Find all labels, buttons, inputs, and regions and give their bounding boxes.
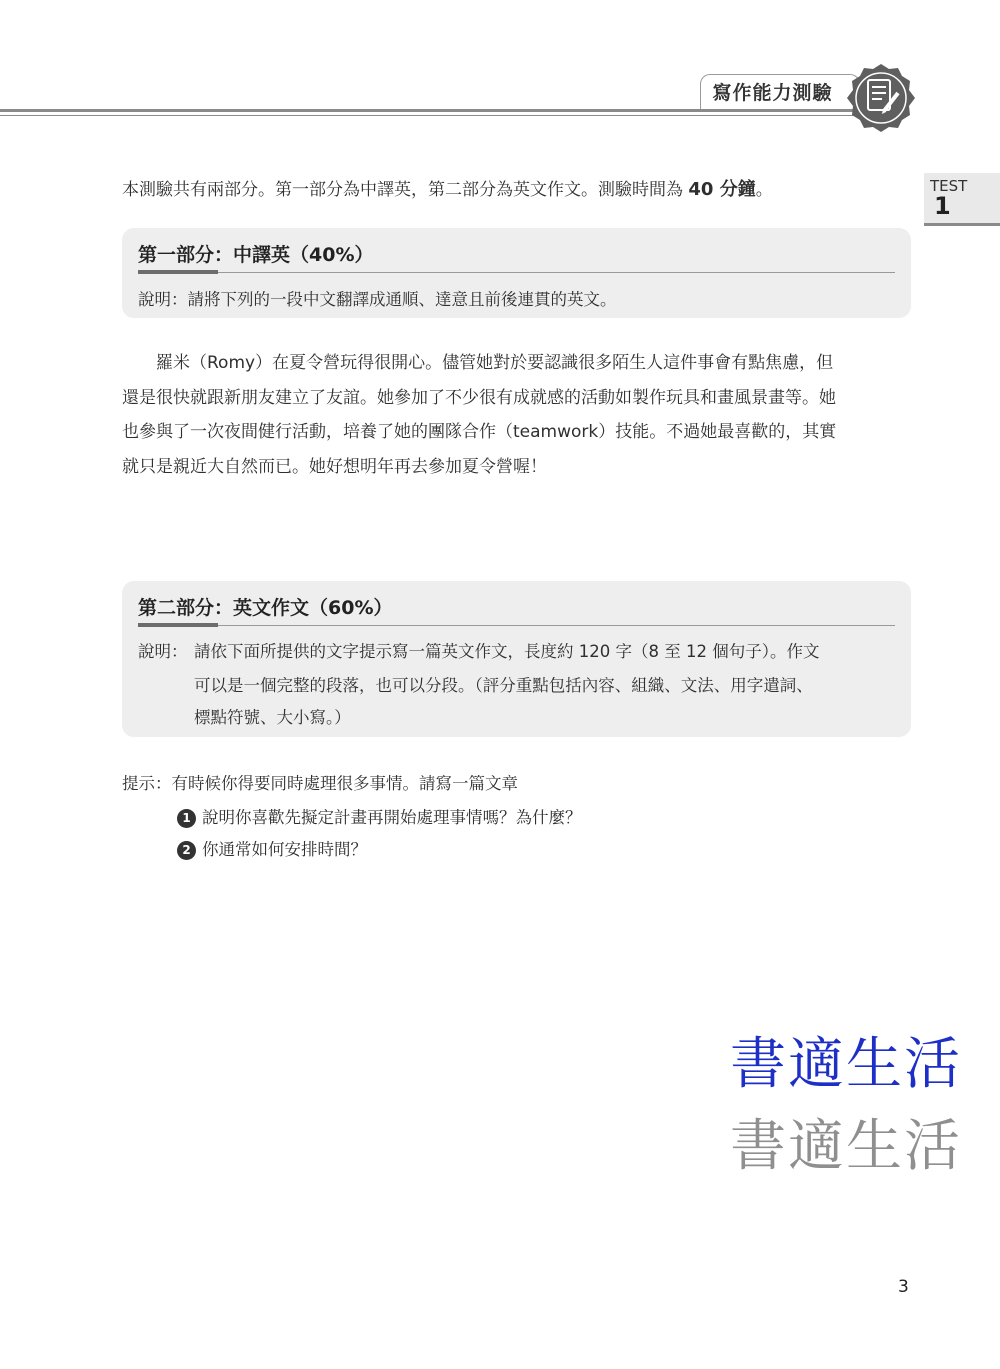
test-label: TEST: [930, 177, 968, 195]
header-rule-thin: [0, 115, 860, 116]
question-text: 你通常如何安排時間？: [202, 840, 367, 859]
intro-text: [122, 175, 773, 201]
part1-rule-accent: [138, 270, 218, 274]
page-number: 3: [898, 1277, 909, 1297]
passage-line: 羅米（Romy）在夏令營玩得很開心。儘管她對於要認識很多陌生人這件事會有點焦慮，但: [122, 353, 834, 373]
intro-duration: 40 分鐘: [688, 179, 756, 200]
test-number: 1: [934, 192, 951, 220]
prompt-text: 提示：有時候你得要同時處理很多事情。請寫一篇文章: [122, 774, 518, 793]
part2-rule-accent: [138, 623, 218, 627]
part1-box: [122, 228, 911, 318]
part1-title: 第一部分：中譯英（40%）: [138, 244, 374, 266]
part2-title: 第二部分：英文作文（60%）: [138, 597, 393, 619]
part2-desc-line: 標點符號、大小寫。）: [194, 708, 351, 727]
part2-rule: [138, 625, 895, 626]
translation-passage: [122, 346, 912, 484]
passage-line: 就只是親近大自然而已。她好想明年再去參加夏令營喔！: [122, 456, 547, 477]
part2-box: [122, 581, 911, 737]
header-title: 寫作能力測驗: [712, 82, 833, 104]
writing-notepad-icon: [846, 63, 916, 133]
watermark-blue: 書適生活: [730, 1032, 962, 1097]
prompt-question: [177, 836, 367, 860]
part2-desc-line: 請依下面所提供的文字提示寫一篇英文作文，長度約 120 字（8 至 12 個句子）。作文: [194, 642, 820, 661]
question-text: 說明你喜歡先擬定計畫再開始處理事情嗎？為什麼？: [202, 808, 582, 827]
part1-rule: [138, 272, 895, 273]
watermark-gray: 書適生活: [730, 1114, 962, 1179]
passage-line: 還是很快就跟新朋友建立了友誼。她參加了不少很有成就感的活動如製作玩具和畫風景畫等。她: [122, 387, 836, 408]
question-number-badge: 1: [177, 809, 196, 828]
intro-text-after: 。: [755, 180, 773, 200]
header-rule-thick: [0, 109, 860, 112]
part2-desc-line: 可以是一個完整的段落，也可以分段。（評分重點包括內容、組織、文法、用字遣詞、: [194, 676, 813, 695]
part1-description: 說明：請將下列的一段中文翻譯成通順、達意且前後連貫的英文。: [138, 290, 617, 309]
question-number-badge: 2: [177, 841, 196, 860]
part2-desc-label: 說明：: [138, 642, 188, 661]
intro-text-before: 本測驗共有兩部分。第一部分為中譯英，第二部分為英文作文。測驗時間為: [122, 180, 689, 200]
prompt-question: [177, 804, 582, 828]
passage-line: 也參與了一次夜間健行活動，培養了她的團隊合作（teamwork）技能。不過她最喜歡的，其實: [122, 422, 837, 442]
